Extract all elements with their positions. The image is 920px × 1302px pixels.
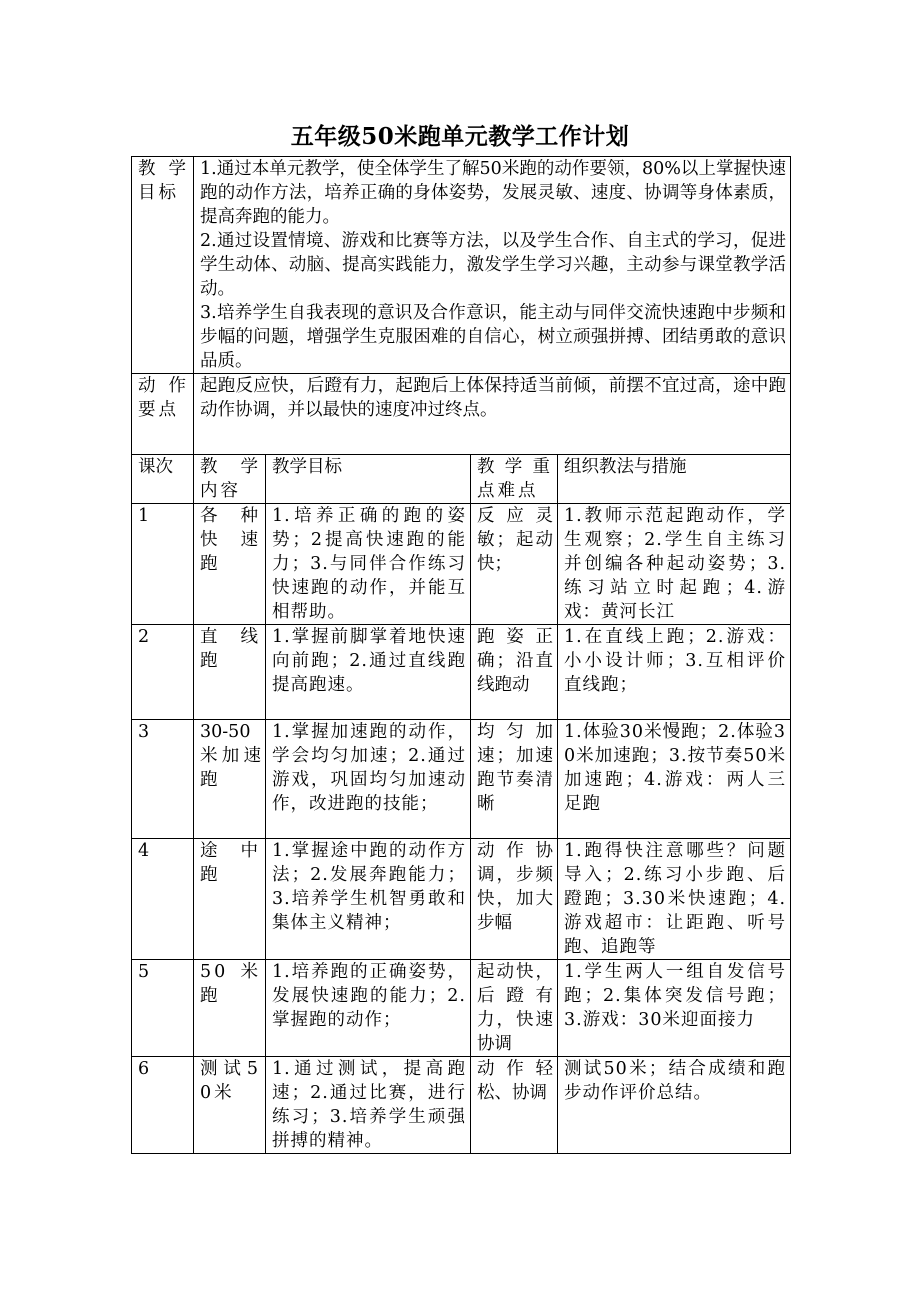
key-points-text: 起跑反应快，后蹬有力，起跑后上体保持适当前倾，前摆不宜过高，途中跑动作协调，并以最快的速度冲过终点。 xyxy=(194,374,791,455)
lesson-methods: 1.教师示范起跑动作，学生观察；2.学生自主练习并创编各种起动姿势；3.练习站立时起跑；4.游戏：黄河长江 xyxy=(558,504,791,625)
lesson-content: 途中跑 xyxy=(194,839,266,960)
lesson-focus: 动作协调，步频快，加大步幅 xyxy=(471,839,558,960)
key-points-row xyxy=(132,374,791,455)
lesson-content: 30-50米加速跑 xyxy=(194,720,266,839)
lesson-focus: 起动快，后蹬有力，快速协调 xyxy=(471,960,558,1057)
lesson-methods: 1.跑得快注意哪些？问题导入；2.练习小步跑、后蹬跑；3.30米快速跑；4.游戏超市：让距跑、听号跑、追跑等 xyxy=(558,839,791,960)
lesson-number: 2 xyxy=(132,625,194,720)
table-row xyxy=(132,625,791,720)
lesson-number: 6 xyxy=(132,1057,194,1154)
lesson-methods: 1.在直线上跑；2.游戏：小小设计师；3.互相评价直线跑； xyxy=(558,625,791,720)
lesson-focus: 动作轻松、协调 xyxy=(471,1057,558,1154)
lesson-number: 4 xyxy=(132,839,194,960)
page-title: 五年级50米跑单元教学工作计划 xyxy=(290,123,630,150)
teaching-goals-content xyxy=(194,157,791,374)
table-header-row xyxy=(132,455,791,504)
lesson-focus: 跑姿正确；沿直线跑动 xyxy=(471,625,558,720)
unit-plan-table xyxy=(131,156,791,1154)
table-row xyxy=(132,839,791,960)
teaching-goals-row xyxy=(132,157,791,374)
lesson-focus: 反应灵敏；起动快； xyxy=(471,504,558,625)
lesson-methods: 测试50米；结合成绩和跑步动作评价总结。 xyxy=(558,1057,791,1154)
lesson-objective: 1.通过测试，提高跑速；2.通过比赛，进行练习；3.培养学生顽强拼搏的精神。 xyxy=(266,1057,471,1154)
lesson-content: 各种快速跑 xyxy=(194,504,266,625)
lesson-content: 50米跑 xyxy=(194,960,266,1057)
lesson-focus: 均匀加速；加速跑节奏清晰 xyxy=(471,720,558,839)
lesson-number: 3 xyxy=(132,720,194,839)
teaching-goals-label: 教学目标 xyxy=(132,157,194,374)
lesson-number: 5 xyxy=(132,960,194,1057)
lesson-objective: 1.培养跑的正确姿势，发展快速跑的能力；2.掌握跑的动作； xyxy=(266,960,471,1057)
lesson-content: 直线跑 xyxy=(194,625,266,720)
lesson-objective: 1.掌握途中跑的动作方法；2.发展奔跑能力；3.培养学生机智勇敢和集体主义精神； xyxy=(266,839,471,960)
teaching-goal-item: 1.通过本单元教学，使全体学生了解50米跑的动作要领，80%以上掌握快速跑的动作方法，培养正确的身体姿势，发展灵敏、速度、协调等身体素质，提高奔跑的能力。 xyxy=(200,159,787,227)
column-header-methods: 组织教法与措施 xyxy=(558,455,791,504)
lesson-objective: 1.培养正确的跑的姿势；2提高快速跑的能力；3.与同伴合作练习快速跑的动作，并能互相帮助。 xyxy=(266,504,471,625)
column-header-focus: 教学重点难点 xyxy=(471,455,558,504)
column-header-objective: 教学目标 xyxy=(266,455,471,504)
teaching-goal-item: 2.通过设置情境、游戏和比赛等方法，以及学生合作、自主式的学习，促进学生动体、动脑、提高实践能力，激发学生学习兴趣，主动参与课堂教学活动。 xyxy=(200,231,787,299)
table-row xyxy=(132,720,791,839)
lesson-objective: 1.掌握前脚掌着地快速向前跑；2.通过直线跑提高跑速。 xyxy=(266,625,471,720)
table-row xyxy=(132,960,791,1057)
lesson-number: 1 xyxy=(132,504,194,625)
column-header-lesson-no: 课次 xyxy=(132,455,194,504)
lesson-methods: 1.体验30米慢跑；2.体验30米加速跑；3.按节奏50米加速跑；4.游戏：两人三足跑 xyxy=(558,720,791,839)
column-header-content: 教学内容 xyxy=(194,455,266,504)
teaching-goal-item: 3.培养学生自我表现的意识及合作意识，能主动与同伴交流快速跑中步频和步幅的问题，增强学生克服困难的自信心，树立顽强拼搏、团结勇敢的意识品质。 xyxy=(200,303,787,371)
table-row xyxy=(132,504,791,625)
lesson-objective: 1.掌握加速跑的动作，学会均匀加速；2.通过游戏，巩固均匀加速动作，改进跑的技能； xyxy=(266,720,471,839)
table-row xyxy=(132,1057,791,1154)
lesson-content: 测试50米 xyxy=(194,1057,266,1154)
key-points-label: 动作要点 xyxy=(132,374,194,455)
lesson-methods: 1.学生两人一组自发信号跑；2.集体突发信号跑；3.游戏：30米迎面接力 xyxy=(558,960,791,1057)
